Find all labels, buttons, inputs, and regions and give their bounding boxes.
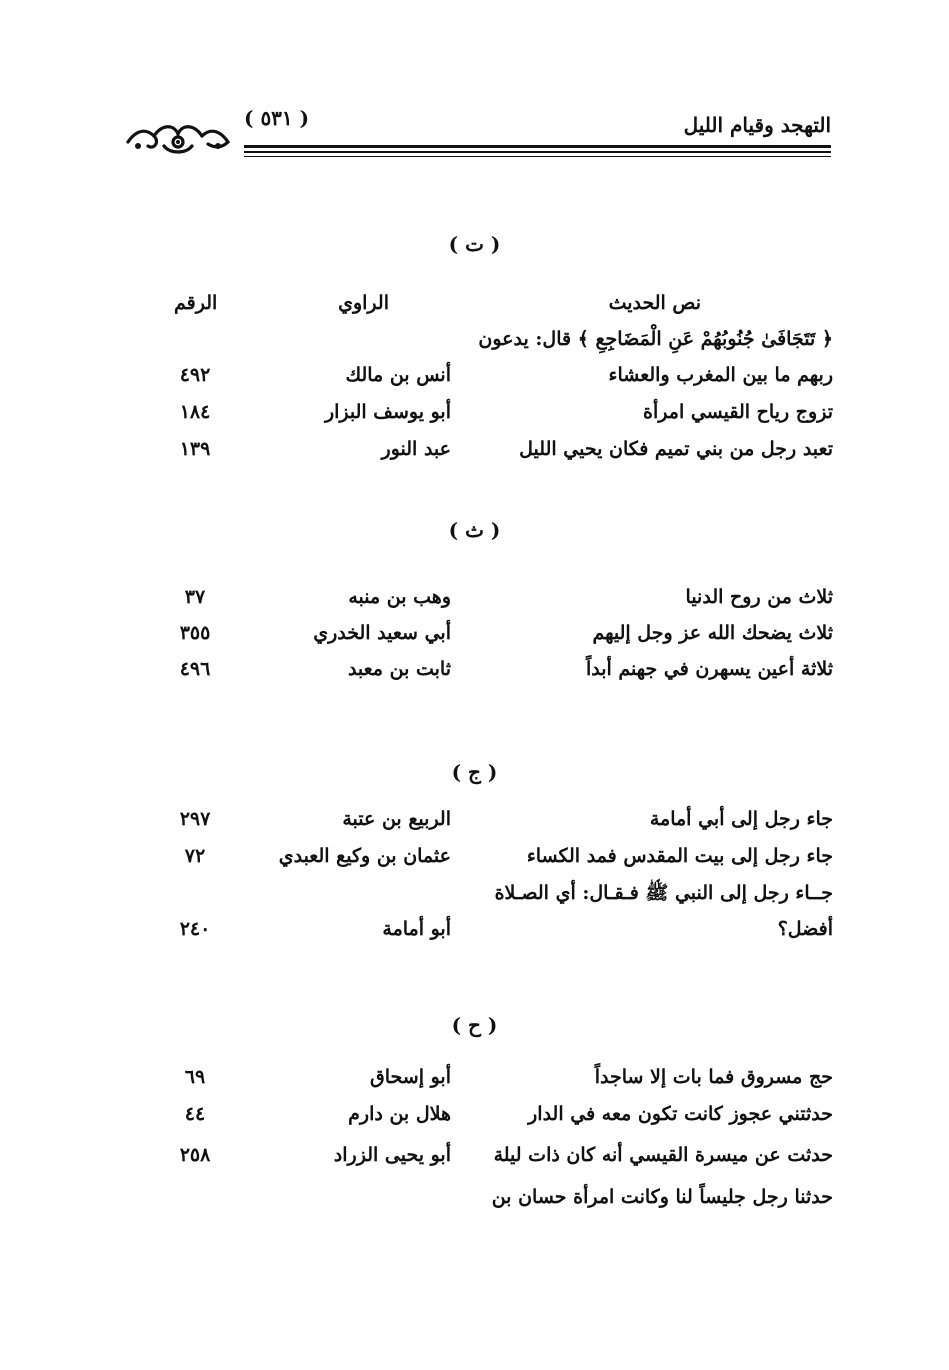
hadith-number: ١٨٤: [179, 401, 211, 423]
hadith-text: ربهم ما بين المغرب والعشاء: [608, 364, 833, 386]
narrator: عبد النور: [381, 438, 451, 460]
index-row: [0, 1144, 949, 1178]
index-row: [0, 1066, 949, 1100]
index-row: [0, 881, 949, 915]
narrator: أنس بن مالك: [345, 364, 451, 386]
narrator: هلال بن دارم: [348, 1103, 451, 1125]
hadith-number: ٣٥٥: [179, 622, 211, 644]
hadith-text: حج مسروق فما بات إلا ساجداً: [594, 1066, 833, 1088]
index-row: [0, 1186, 949, 1220]
hadith-text: ثلاثة أعين يسهرن في جهنم أبداً: [585, 658, 833, 680]
index-row: [0, 438, 949, 472]
hadith-number: ٤٤: [184, 1103, 206, 1125]
hadith-text: ثلاث من روح الدنيا: [685, 586, 833, 608]
hadith-text: ﴿ تَتَجَافَىٰ جُنُوبُهُمْ عَنِ الْمَضَاجِعِ ﴾ قال: يدعون: [478, 328, 833, 350]
hadith-text: تعبد رجل من بني تميم فكان يحيي الليل: [519, 438, 833, 460]
page-number: ( ٥٣١ ): [244, 106, 310, 130]
narrator: ثابت بن معبد: [347, 658, 451, 680]
hadith-number: ٤٩٦: [179, 658, 211, 680]
hadith-text: ثلاث يضحك الله عز وجل إليهم: [592, 622, 833, 644]
column-header-text: نص الحديث: [608, 292, 701, 314]
hadith-number: ٦٩: [184, 1066, 206, 1088]
hadith-text: جاء رجل إلى أبي أمامة: [649, 808, 833, 830]
section-letter: ( ت ): [448, 232, 501, 256]
index-row: [0, 918, 949, 952]
index-row: [0, 364, 949, 398]
narrator: الربيع بن عتبة: [342, 808, 451, 830]
hadith-text: جــاء رجل إلى النبي ﷺ فـقـال: أي الصـلاة: [494, 882, 833, 904]
hadith-text: جاء رجل إلى بيت المقدس فمد الكساء: [526, 845, 833, 867]
header-rule-thin: [244, 156, 831, 157]
narrator: أبو يحيى الزراد: [333, 1144, 451, 1166]
column-header-number: الرقم: [174, 292, 218, 314]
book-title: التهجد وقيام الليل: [683, 113, 831, 137]
index-row: [0, 622, 949, 656]
narrator: عثمان بن وكيع العبدي: [278, 845, 451, 867]
column-header-narrator: الراوي: [338, 292, 389, 314]
index-row: [0, 401, 949, 435]
narrator: أبو يوسف البزار: [324, 401, 451, 423]
hadith-number: ٤٩٢: [179, 364, 211, 386]
hadith-number: ٢٩٧: [179, 808, 211, 830]
index-row: [0, 845, 949, 879]
hadith-text: أفضل؟: [777, 918, 833, 940]
narrator: أبي سعيد الخدري: [313, 622, 451, 644]
index-row: [0, 808, 949, 842]
section-letter: ( ح ): [451, 1013, 498, 1037]
index-row: [0, 328, 949, 362]
narrator: وهب بن منبه: [348, 586, 451, 608]
hadith-text: حدثنا رجل جليساً لنا وكانت امرأة حسان بن: [491, 1186, 833, 1208]
header-ornament-icon: [124, 116, 232, 160]
narrator: أبو أمامة: [382, 918, 451, 940]
hadith-number: ٣٧: [184, 586, 206, 608]
hadith-number: ٧٢: [184, 845, 206, 867]
hadith-text: تزوج رياح القيسي امرأة: [643, 401, 833, 423]
hadith-number: ٢٤٠: [179, 918, 211, 940]
section-letter: ( ج ): [451, 760, 498, 784]
index-row: [0, 1103, 949, 1137]
index-row: [0, 658, 949, 692]
hadith-number: ١٣٩: [179, 438, 211, 460]
section-letter: ( ث ): [448, 518, 501, 542]
narrator: أبو إسحاق: [370, 1066, 451, 1088]
header-rule-middle: [244, 151, 831, 153]
header-rule-thick: [244, 145, 831, 148]
hadith-number: ٢٥٨: [179, 1144, 211, 1166]
hadith-text: حدثت عن ميسرة القيسي أنه كان ذات ليلة: [493, 1144, 833, 1166]
index-row: [0, 586, 949, 620]
hadith-text: حدثتني عجوز كانت تكون معه في الدار: [528, 1103, 833, 1125]
